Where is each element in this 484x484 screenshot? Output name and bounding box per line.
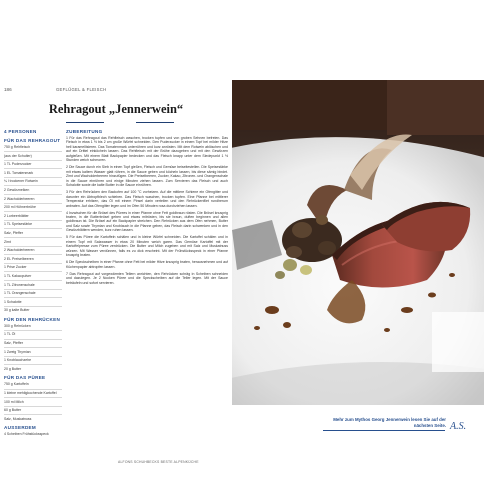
ingredient-item: 1 Prise Zucker: [4, 265, 27, 270]
ingredient-item: 2 Gewürznelken: [4, 187, 30, 192]
ingredient-divider: [4, 306, 62, 307]
preparation-step: 1 Für das Rehragout das Rehfleisch waschen, trocken tupfen und von groben Sehnen befreien. Das Fleisch in etwa 1 ½ bis 2 cm große Würfel schneiden. Den Puderzucker in einem Topf bei milder Hitze hell karamellisieren. Das Tomatenmark unterrühren und kurz anrösten. Mit dem Rotwein ablöschen und auf ein Drittel einköcheln lassen. Das Rehfleisch mit der Brühe dazugeben und mit den Gewürzen aufgießen. Mit einem Blatt Backpapier bedecken und das Fleisch knapp unter dem Siedepunkt 1 ½ Stunden weich schmoren.: [66, 136, 228, 163]
ingredient-item: 60 g Butter: [4, 408, 22, 413]
author-signature: A.S.: [450, 421, 467, 432]
ingredient-item: 1 Schalotte: [4, 299, 22, 304]
ingredient-divider: [4, 194, 62, 195]
ingredient-divider: [4, 297, 62, 298]
ingredient-divider: [4, 168, 62, 169]
ingredient-group: [4, 425, 62, 437]
preparation-step: 2 Die Sauce durch ein Sieb in einen Topf gießen, Fleisch und Gemüse beiseitestellen. Die Speisestärke mit etwas kaltem Wasser glatt rühren, in die Sauce geben und köcheln lassen, bis diese sämig bindet. Zimt und Wacholderbeeren hinzufügen. Die Preiselbeeren, Zucker, Kakao, Zitronen- und Orangenschale in die Sauce einrühren und einige Minuten ziehen lassen. Zum Servieren das Fleisch und auch Schalotte sowie die kalte Butter in die Sauce einrühren.: [66, 165, 228, 188]
ingredient-item: 2 Wacholderbeeren: [4, 196, 35, 201]
ingredient-item: 2 EL Preiselbeeren: [4, 256, 34, 261]
ingredients-column: [4, 129, 62, 441]
ingredient-group-heading: FÜR DAS REHRAGOUT: [4, 138, 61, 143]
ingredient-divider: [4, 389, 62, 390]
ingredient-item: 200 ml Hühnerbrühe: [4, 205, 36, 210]
ingredient-item: 30 g kalte Butter: [4, 308, 30, 313]
ingredient-item: 2 Lorbeerblätter: [4, 213, 29, 218]
ingredient-divider: [4, 414, 62, 415]
ingredient-divider: [4, 246, 62, 247]
ingredient-divider: [4, 397, 62, 398]
preparation-steps: [66, 136, 228, 285]
preparation-step: 5 Für das Püree die Kartoffeln schälen und in kleine Würfel schneiden. Die Kartoffel schälen und in einem Topf mit Salzwasser in etwa 20 Minuten weich garen. Das Gemüse Kartoffel mit der Kartoffelpresse zum Püree zerdrücken. Die Butter und Milch zugeben und mit Salz und Muskatnuss würzen. Mit Wasser verdünnen, falls es zu dick erscheint. Mit der Frühstücksspeck in einer Pfanne knusprig braten.: [66, 235, 228, 258]
ingredient-divider: [4, 406, 62, 407]
ingredient-item: Salz, Pfeffer: [4, 230, 24, 235]
ingredient-divider: [4, 177, 62, 178]
ingredient-item: 1 TL Kakaopulver: [4, 273, 32, 278]
ingredient-divider: [4, 254, 62, 255]
preparation-column: [66, 129, 228, 288]
ingredient-item: 1 TL Zitronenschale: [4, 282, 35, 287]
ingredient-item: 1 TL Orangenschale: [4, 291, 36, 296]
ingredient-item: 1 TL Öl: [4, 332, 16, 337]
ingredient-divider: [4, 160, 62, 161]
ingredient-item: 1 TL Puderzucker: [4, 162, 32, 167]
preparation-step: 6 Die Speckscheiben in einer Pfanne ohne Fett bei milder Hitze knusprig braten, herausnehmen und auf Küchenpapier abtropfen lassen.: [66, 260, 228, 269]
ingredient-item: 1 TL Speisestärke: [4, 222, 33, 227]
ingredient-item: 750 g Kartoffeln: [4, 382, 29, 387]
ingredient-divider: [4, 220, 62, 221]
ingredient-divider: [4, 339, 62, 340]
recipe-title: Rehragout „Jennerwein“: [48, 102, 184, 116]
ingredient-divider: [4, 228, 62, 229]
section-label: GEFLÜGEL & FLEISCH: [56, 87, 107, 92]
ingredient-item: 1 EL Tomatenmark: [4, 170, 34, 175]
photo-note: Mehr zum Mythos Georg Jennerwein lesen Sie auf der nächsten Seite.: [333, 417, 446, 428]
ingredient-group-heading: AUSSERDEM: [4, 425, 37, 431]
ingredient-divider: [4, 330, 62, 331]
ingredient-divider: [4, 263, 62, 264]
ingredient-divider: [4, 203, 62, 204]
ingredient-item: 1 Zweig Thymian: [4, 349, 31, 354]
preparation-step: 4 Inzwischen für die Brösel des Pürees in einer Pfanne ohne Fett goldbraun rösten. Die Brösel knusprig braten, in die Butterbrösel geben und etwas mitrösten, bis sie braun, duften beginnen und allen goldbraun ist. Die Brösel auf ein Backpapier streichen. Den Rehrücken aus dem Ofen nehmen, Butter und Salz sowie Thymian und Knoblauch in die Pfanne geben, das Fleisch darin schwenken und in den Gewürzblättern wenden, kurz ruhen lassen.: [66, 210, 228, 233]
ingredient-divider: [4, 211, 62, 212]
ingredient-item: 1 Knoblauchzehe: [4, 358, 32, 363]
ingredient-divider: [4, 289, 62, 290]
ingredient-item: 20 g Butter: [4, 366, 22, 371]
page-number: 186: [4, 87, 12, 92]
ingredient-divider: [4, 185, 62, 186]
ingredient-group: [4, 138, 62, 313]
dish-photo: [232, 80, 484, 405]
ingredient-item: 2 Wacholderbeeren: [4, 248, 35, 253]
preparation-step: 3 Für den Rehrücken den Backofen auf 100 °C vorheizen. Auf die mittlere Schiene ein Ofengitter und darunter ein Abtropfblech schieben. Das Fleisch waschen, trocken tupfen. Eine Pfanne bei mittlerer Temperatur erhitzen, das Öl mit einem Pinsel darin verteilen und den Rehrückenfilet rundherum anbraten. Auf das Ofengitter legen und im Ofen 50 Minuten rosa durchziehen lassen.: [66, 190, 228, 208]
ingredient-item: Zimt: [4, 239, 11, 244]
ingredient-item: 1 kleine mehligkochende Kartoffel: [4, 391, 57, 396]
preparation-heading: ZUBEREITUNG: [66, 129, 103, 134]
ingredient-group: [4, 317, 62, 372]
ingredient-group: [4, 375, 62, 421]
servings-label: 4 PERSONEN: [4, 129, 37, 134]
ingredient-item: Salz, Pfeffer: [4, 341, 24, 346]
ingredient-item: 4 Scheiben Frühstücksspeck: [4, 432, 49, 437]
ingredient-divider: [4, 364, 62, 365]
ingredient-group-heading: FÜR DAS PÜREE: [4, 375, 46, 381]
ingredient-group-heading: FÜR DEN REHRÜCKEN: [4, 316, 61, 322]
page-footer: ALFONS SCHUHBECKS BESTE ALPENKÜCHE: [118, 460, 199, 464]
ingredient-groups: [4, 138, 62, 437]
page-header: [0, 78, 232, 90]
ingredient-item: 300 g Rehrücken: [4, 323, 31, 328]
dish-photo-illustration: [232, 80, 484, 405]
ingredient-item: Salz, Muskatnuss: [4, 416, 32, 421]
preparation-step: 7 Das Rehragout auf vorgewärmten Tellern anrichten, den Rehrücken schräg in Scheiben schneiden und dazulegen. Je 2 Nocken Püree und die Speckscheiben auf die Teller legen. Mit der Sauce beträufeln und sofort servieren.: [66, 271, 228, 285]
ingredient-item: 750 g Rehfleisch: [4, 145, 31, 149]
ingredient-divider: [4, 347, 62, 348]
ingredient-divider: [4, 280, 62, 281]
title-rule-right: [136, 122, 174, 123]
note-rule: [323, 430, 445, 431]
ingredient-divider: [4, 151, 62, 152]
ingredient-divider: [4, 271, 62, 272]
ingredient-item: ¼ l trockener Rotwein: [4, 179, 38, 184]
ingredient-item: (aus der Schulter): [4, 153, 32, 158]
ingredient-divider: [4, 237, 62, 238]
ingredient-divider: [4, 356, 62, 357]
ingredient-item: 100 ml Milch: [4, 399, 24, 404]
title-rule-left: [66, 122, 104, 123]
